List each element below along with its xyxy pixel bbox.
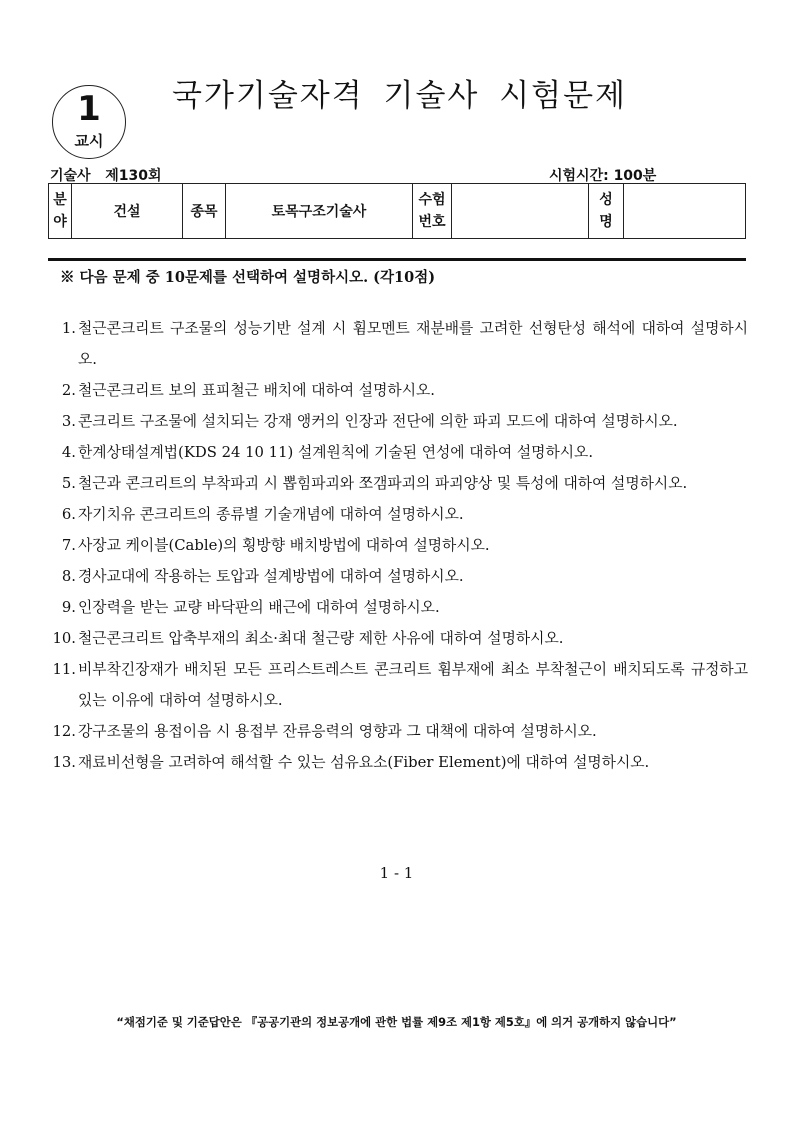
question-text: 철근과 콘크리트의 부착파괴 시 뽑힘파괴와 쪼갬파괴의 파괴양상 및 특성에 대하여 설명하시오. xyxy=(78,475,688,492)
question-item xyxy=(48,716,748,747)
name-label-cell: 성 명 xyxy=(589,184,624,239)
page-title: 국가기술자격 기술사 시험문제 xyxy=(172,78,628,114)
question-text: 인장력을 받는 교량 바닥판의 배근에 대하여 설명하시오. xyxy=(78,599,440,616)
question-item xyxy=(48,530,748,561)
field-label-cell: 분 야 xyxy=(49,184,72,239)
question-number: 13. xyxy=(52,754,76,771)
name-field[interactable] xyxy=(624,184,746,239)
instruction: ※ 다음 문제 중 10문제를 선택하여 설명하시오. (각10점) xyxy=(60,269,436,286)
session-number: 1 xyxy=(77,89,101,129)
question-item xyxy=(48,375,748,406)
category-value: 토목구조기술사 xyxy=(226,184,413,239)
question-item xyxy=(48,499,748,530)
question-number: 2. xyxy=(61,382,76,399)
question-text: 철근콘크리트 보의 표피철근 배치에 대하여 설명하시오. xyxy=(78,382,435,399)
question-number: 12. xyxy=(52,723,76,740)
question-text: 비부착긴장재가 배치된 모든 프리스트레스트 콘크리트 휨부재에 최소 부착철근이 배치되도록 규정하고 있는 이유에 대하여 설명하시오. xyxy=(78,661,748,709)
question-text: 재료비선형을 고려하여 해석할 수 있는 섬유요소(Fiber Element)에 대하여 설명하시오. xyxy=(78,754,650,771)
question-item xyxy=(48,654,748,716)
question-item xyxy=(48,747,748,778)
question-number: 5. xyxy=(61,475,76,492)
question-item xyxy=(48,561,748,592)
question-text: 콘크리트 구조물에 설치되는 강재 앵커의 인장과 전단에 의한 파괴 모드에 대하여 설명하시오. xyxy=(78,413,678,430)
exam-time: 시험시간: 100분 xyxy=(549,168,657,184)
session-badge xyxy=(52,85,126,159)
question-number: 7. xyxy=(61,537,76,554)
question-item xyxy=(48,468,748,499)
question-text: 경사교대에 작용하는 토압과 설계방법에 대하여 설명하시오. xyxy=(78,568,464,585)
divider xyxy=(48,258,746,261)
question-list xyxy=(48,313,748,778)
question-text: 자기치유 콘크리트의 종류별 기술개념에 대하여 설명하시오. xyxy=(78,506,464,523)
question-text: 사장교 케이블(Cable)의 횡방향 배치방법에 대하여 설명하시오. xyxy=(78,537,490,554)
question-number: 4. xyxy=(61,444,76,461)
field-value: 건설 xyxy=(72,184,183,239)
question-item xyxy=(48,623,748,654)
question-text: 한계상태설계법(KDS 24 10 11) 설계원칙에 기술된 연성에 대하여 설명하시오. xyxy=(78,444,594,461)
question-item xyxy=(48,437,748,468)
category-label: 종목 xyxy=(183,184,226,239)
question-item xyxy=(48,406,748,437)
question-number: 6. xyxy=(61,506,76,523)
session-label: 교시 xyxy=(74,132,104,150)
question-text: 철근콘크리트 압축부재의 최소·최대 철근량 제한 사유에 대하여 설명하시오. xyxy=(78,630,564,647)
question-number: 1. xyxy=(61,320,76,337)
question-item xyxy=(48,592,748,623)
exam-number-label-cell: 수험 번호 xyxy=(413,184,452,239)
exam-round: 기술사 제130회 xyxy=(50,168,162,184)
question-item xyxy=(48,313,748,375)
question-number: 11. xyxy=(52,661,76,678)
question-number: 8. xyxy=(61,568,76,585)
question-number: 3. xyxy=(61,413,76,430)
exam-info-table xyxy=(48,183,746,239)
question-text: 철근콘크리트 구조물의 성능기반 설계 시 휨모멘트 재분배를 고려한 선형탄성 해석에 대하여 설명하시오. xyxy=(78,320,748,368)
footer-notice: “채점기준 및 기준답안은 『공공기관의 정보공개에 관한 법률 제9조 제1항 제5호』에 의거 공개하지 않습니다” xyxy=(116,1015,677,1029)
question-number: 9. xyxy=(61,599,76,616)
question-number: 10. xyxy=(52,630,76,647)
question-text: 강구조물의 용접이음 시 용접부 잔류응력의 영향과 그 대책에 대하여 설명하시오. xyxy=(78,723,597,740)
page-number: 1 - 1 xyxy=(379,864,414,882)
exam-number-field[interactable] xyxy=(452,184,589,239)
